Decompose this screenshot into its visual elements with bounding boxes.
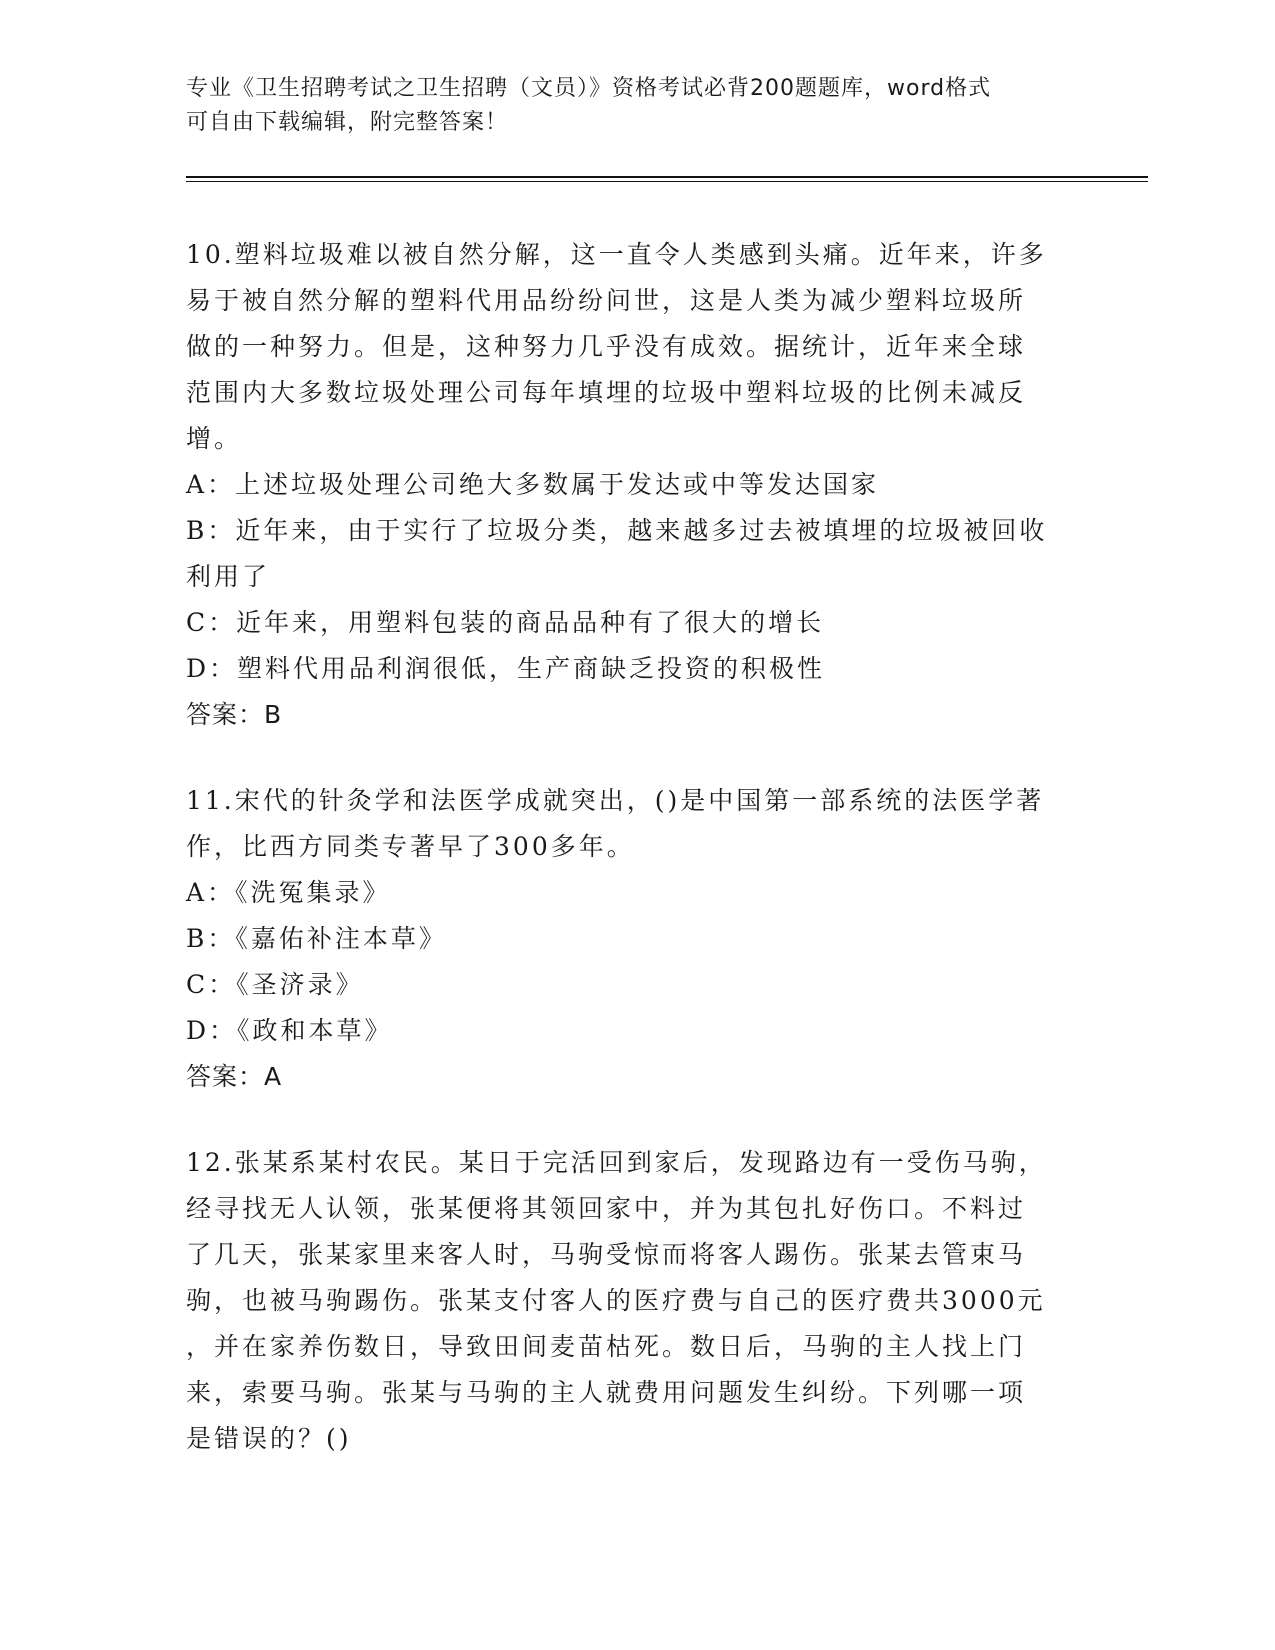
question-list (186, 232, 1066, 1462)
question-spacer (186, 738, 1066, 778)
question-text-line: ，并在家养伤数日，导致田间麦苗枯死。数日后，马驹的主人找上门 (186, 1332, 1027, 1361)
question-text-line: 作，比西方同类专著早了300多年。 (186, 832, 635, 861)
answer-label: 答案：B (186, 700, 283, 729)
option-d: D：塑料代用品利润很低，生产商缺乏投资的积极性 (186, 654, 826, 683)
question-10 (186, 232, 1066, 738)
option-b-continued: 利用了 (186, 562, 271, 591)
option-c: C：《圣济录》 (186, 970, 364, 999)
option-a: A：《洗冤集录》 (186, 878, 391, 907)
option-d: D：《政和本草》 (186, 1016, 393, 1045)
document-header (186, 72, 1066, 140)
option-b: B：近年来，由于实行了垃圾分类，越来越多过去被填埋的垃圾被回收 (186, 516, 1048, 545)
question-12 (186, 1140, 1066, 1462)
question-text-line: 驹，也被马驹踢伤。张某支付客人的医疗费与自己的医疗费共3000元 (186, 1286, 1046, 1315)
option-b: B：《嘉佑补注本草》 (186, 924, 447, 953)
question-text-line: 经寻找无人认领，张某便将其领回家中，并为其包扎好伤口。不料过 (186, 1194, 1027, 1223)
header-divider (186, 181, 1148, 182)
question-text-line: 来，索要马驹。张某与马驹的主人就费用问题发生纠纷。下列哪一项 (186, 1378, 1027, 1407)
question-text-line: 了几天，张某家里来客人时，马驹受惊而将客人踢伤。张某去管束马 (186, 1240, 1027, 1269)
question-text-line: 是错误的？() (186, 1424, 352, 1453)
question-text-line: 10.塑料垃圾难以被自然分解，这一直令人类感到头痛。近年来，许多 (186, 240, 1047, 269)
option-c: C：近年来，用塑料包装的商品品种有了很大的增长 (186, 608, 825, 637)
header-divider (186, 176, 1148, 178)
header-line: 专业《卫生招聘考试之卫生招聘（文员）》资格考试必背200题题库，word格式 (186, 76, 992, 101)
question-11 (186, 778, 1066, 1100)
question-text-line: 11.宋代的针灸学和法医学成就突出，()是中国第一部系统的法医学著 (186, 786, 1045, 815)
question-text-line: 增。 (186, 424, 243, 453)
question-text-line: 12.张某系某村农民。某日于完活回到家后，发现路边有一受伤马驹， (186, 1148, 1047, 1177)
question-text-line: 范围内大多数垃圾处理公司每年填埋的垃圾中塑料垃圾的比例未减反 (186, 378, 1027, 407)
question-text-line: 做的一种努力。但是，这种努力几乎没有成效。据统计，近年来全球 (186, 332, 1027, 361)
header-line: 可自由下载编辑，附完整答案！ (186, 110, 509, 135)
question-spacer (186, 1100, 1066, 1140)
answer-label: 答案：A (186, 1062, 283, 1091)
question-text-line: 易于被自然分解的塑料代用品纷纷问世，这是人类为减少塑料垃圾所 (186, 286, 1027, 315)
option-a: A：上述垃圾处理公司绝大多数属于发达或中等发达国家 (186, 470, 880, 499)
